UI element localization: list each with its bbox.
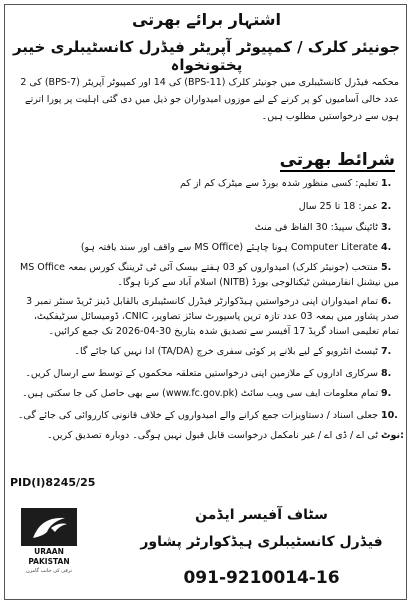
- requirement-number: نوٹ:: [381, 430, 404, 441]
- requirement-item: [14, 260, 399, 290]
- requirement-item: [14, 220, 399, 235]
- requirement-item: [14, 366, 399, 381]
- requirement-item: [14, 386, 399, 401]
- ad-subtitle: جونیئر کلرک / کمپیوٹر آپریٹر فیڈرل کانسٹیبلری خیبر پختونخواہ: [12, 38, 401, 74]
- section-heading: شرائط بھرتی: [279, 150, 395, 170]
- requirement-item: [14, 428, 404, 443]
- requirement-number: 10.: [381, 410, 398, 421]
- logo-mark-icon: [21, 508, 77, 546]
- requirement-item: [14, 176, 399, 191]
- requirement-text: تعلیم: کسی منظور شدہ بورڈ سے میٹرک کم از کم: [179, 178, 378, 189]
- requirement-text: ٹائپنگ سپیڈ: 30 الفاظ فی منٹ: [254, 222, 378, 233]
- uraan-pakistan-logo: [16, 508, 82, 590]
- footer-hq: فیڈرل کانسٹیبلری ہیڈکوارٹر پشاور: [140, 534, 383, 550]
- logo-line2: PAKISTAN: [28, 557, 70, 566]
- requirement-text: جعلی اسناد / دستاویزات جمع کرانے والے امیدواروں کے خلاف قانونی کارروائی کی جائے گی۔: [17, 410, 378, 421]
- pid-number: PID(I)8245/25: [10, 476, 96, 489]
- requirement-item: [14, 408, 399, 423]
- requirement-item: [14, 344, 399, 359]
- requirement-text: سرکاری اداروں کے ملازمین اپنی درخواستیں متعلقہ محکموں کے توسط سے ارسال کریں۔: [25, 368, 378, 379]
- footer-officer: سٹاف آفیسر ایڈمن: [195, 507, 328, 523]
- requirement-number: 2.: [381, 201, 392, 212]
- footer-phone: 091-9210014-16: [183, 568, 340, 588]
- requirement-text: ٹی اے / ڈی اے / غیر نامکمل درخواست قابل قبول نہیں ہوگی۔ دوبارہ تصدیق کریں۔: [47, 430, 378, 441]
- requirement-number: 3.: [381, 222, 392, 233]
- requirement-number: 9.: [381, 388, 392, 399]
- ad-title: اشتہار برائے بھرتی: [131, 10, 282, 29]
- requirement-text: عمر: 18 تا 25 سال: [298, 201, 378, 212]
- requirement-text: منتخب (جونیئر کلرک) امیدواروں کو 03 ہفتے بیسک آئی ٹی ٹریننگ کورس بمعہ MS Office میں نیشنل انفارمیشن ٹیکنالوجی بورڈ (NITB) اسلام آباد سے کرنا ہوگا۔: [20, 262, 399, 288]
- requirement-item: [14, 199, 399, 214]
- requirement-number: 8.: [381, 368, 392, 379]
- requirement-number: 5.: [381, 262, 392, 273]
- requirement-item: [14, 294, 399, 339]
- requirement-item: [14, 240, 399, 255]
- requirement-text: تمام معلومات ایف سی ویب سائٹ (www.fc.gov.pk) سے بھی حاصل کی جا سکتی ہیں۔: [22, 388, 378, 399]
- requirement-text: Computer Literate ہونا چاہئے (MS Office سے واقف اور سند یافتہ ہو): [80, 242, 378, 253]
- requirement-number: 1.: [381, 178, 392, 189]
- requirement-text: تمام امیدواران اپنی درخواستیں ہیڈکوارٹر فیڈرل کانسٹیبلری بالقابل ڈینز ٹریڈ سنٹر نمبر 3 صدر پشاور میں بمعہ 03 عدد تازہ ترین پاسپورٹ سائز تصاویر، CNIC، ڈومیسائل سرٹیفکیٹ، تمام تعلیمی اسناد گریڈ 17 آفیسر سے تصدیق شدہ بتاریخ 30-04-2026 تک جمع کرائیں۔: [26, 296, 399, 337]
- requirement-text: ٹیسٹ انٹرویو کے لیے بلانے پر کوئی سفری خرچ (TA/DA) ادا نہیں کیا جائے گا۔: [74, 346, 378, 357]
- intro-paragraph: محکمہ فیڈرل کانسٹیبلری میں جونیئر کلرک (BPS-11) کی 14 اور کمپیوٹر آپریٹر (BPS-7) کی 2 عدد خالی آسامیوں کو پر کرنے کے لیے موزوں امیدواران جو ذیل میں دی گئی اہلیت پر پورا اترتے ہوں سے درخواستیں مطلوب ہیں۔: [20, 77, 399, 122]
- requirement-number: 6.: [381, 296, 392, 307]
- logo-tagline: ترقی کی جانب گامزن: [26, 568, 72, 574]
- logo-line1: URAAN: [34, 547, 64, 556]
- requirement-number: 4.: [381, 242, 392, 253]
- requirement-number: 7.: [381, 346, 392, 357]
